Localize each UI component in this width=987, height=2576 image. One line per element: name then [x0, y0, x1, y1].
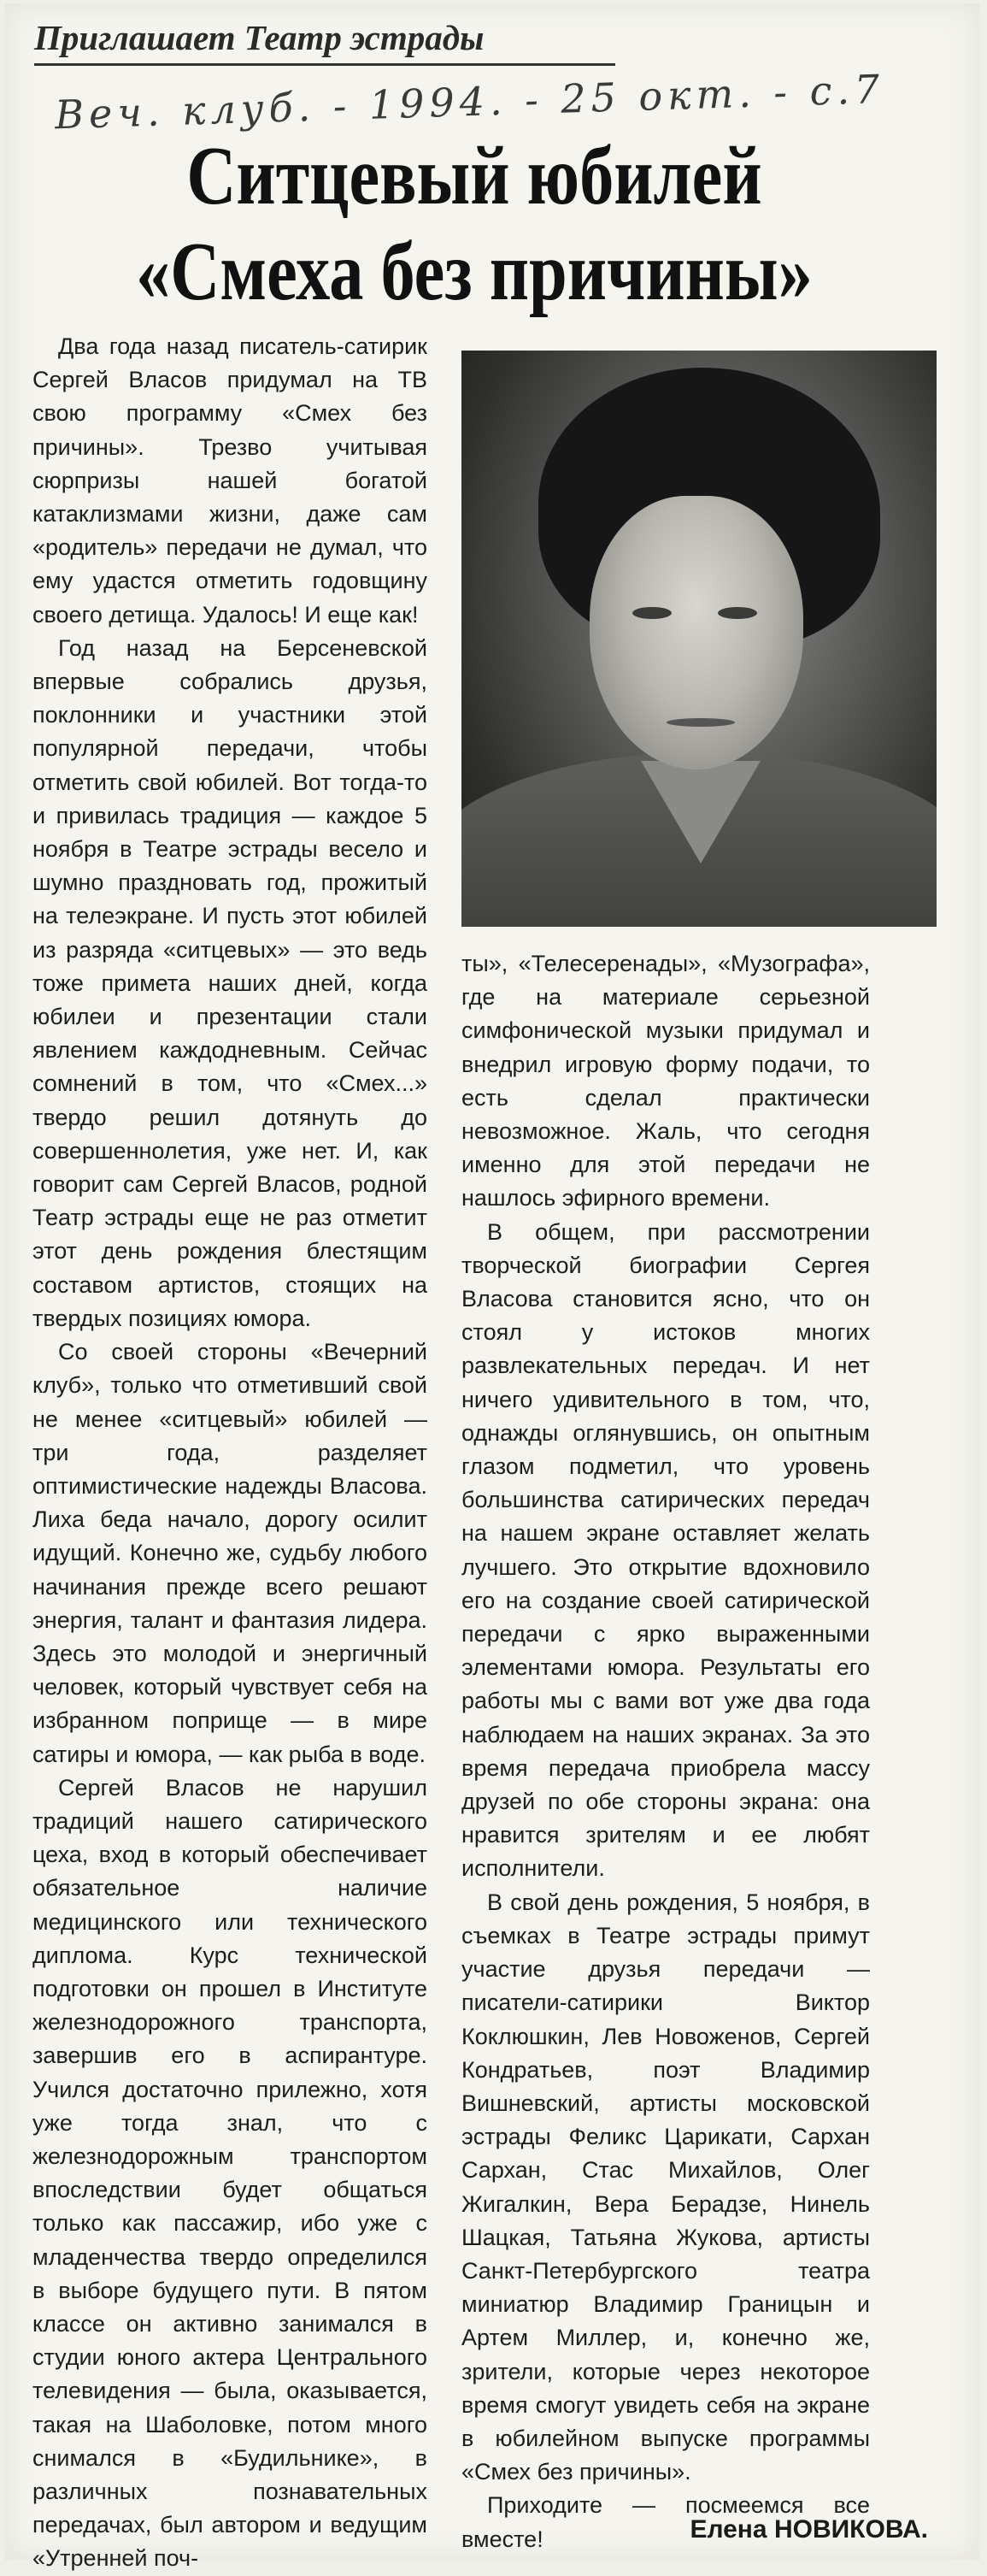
paragraph: В свой день рождения, 5 ноября, в съемках в Театре эстрады примут участие друзья передачи — писатели-сатирики Виктор Коклюшкин, Лев Новоженов, Сергей Кондратьев, поэт Владимир Вишневский, артисты московской эстрады Феликс Царикати, Сархан Сархан, Стас Михайлов, Олег Жигалкин, Вера Берадзе, Нинель Шацкая, Татьяна Жукова, артисты Санкт-Петербургского театра миниатюр Владимир Границын и Артем Миллер, и, конечно же, зрители, которые через некоторое время смогут увидеть себя на экране в юбилейном выпуске программы «Смех без причины».	[461, 1889, 870, 2485]
paragraph: Приходите — посмеемся все вместе!	[461, 2492, 870, 2552]
portrait-photo	[461, 351, 937, 927]
photo-eye-left	[632, 607, 672, 619]
paragraph-continuation: ты», «Телесеренады», «Музографа», где на материале серьезной симфонической музыки придумал и внедрил игровую форму подачи, то есть сделал практически невозможное. Жаль, что сегодня именно для этой передачи не нашлось эфирного времени.	[461, 951, 870, 1211]
author-byline: Елена НОВИКОВА.	[690, 2515, 928, 2544]
article-column-left	[32, 330, 427, 2576]
paragraph: В общем, при рассмотрении творческой биографии Сергея Власова становится ясно, что он стоял у истоков многих развлекательных передач. И нет ничего удивительного в том, что, однажды оглянувшись, он опытным глазом подметил, что уровень большинства сатирических передач на нашем экране оставляет желать лучшего. Это открытие вдохновило его на создание своей сатирической передачи с ярко выраженными элементами юмора. Результаты его работы мы с вами вот уже два года наблюдаем на наших экранах. За это время передача приобрела массу друзей по обе стороны экрана: она нравится зрителям и ее любят исполнители.	[461, 1218, 870, 1882]
paragraph: Год назад на Берсеневской впервые собрались друзья, поклонники и участники этой популярной передачи, чтобы отметить свой юбилей. Вот тогда-то и привилась традиция — каждое 5 ноября в Театре эстрады весело и шумно праздновать год, прожитый на телеэкране. И пусть этот юбилей из разряда «ситцевых» — это ведь тоже примета наших дней, когда юбилеи и презентации стали явлением каждодневным. Сейчас сомнений в том, что «Смех...» твердо решил дотянуть до совершеннолетия, уже нет. И, как говорит сам Сергей Власов, родной Театр эстрады еще не раз отметит этот день рождения блестящим составом артистов, стоящих на твердых позициях юмора.	[32, 634, 427, 1331]
paragraph: Сергей Власов не нарушил традиций нашего сатирического цеха, вход в который обеспечивает обязательное наличие медицинского или технического диплома. Курс технической подготовки он прошел в Институте железнодорожного транспорта, завершив его в аспирантуре. Учился достаточно прилежно, хотя уже тогда знал, что с железнодорожным транспортом впоследствии будет общаться только как пассажир, ибо уже с младенчества твердо определился в выборе будущего пути. В пятом классе он активно занимался в студии юного актера Центрального телевидения — была, оказывается, такая на Шаболовке, потом много снимался в «Будильнике», в различных познавательных передачах, был автором и ведущим «Утренней поч-	[32, 1774, 427, 2572]
article-headline	[114, 128, 836, 320]
section-rubric: Приглашает Театр эстрады	[34, 17, 615, 66]
paragraph: Два года назад писатель-сатирик Сергей Власов придумал на ТВ свою программу «Смех без причины». Трезво учитывая сюрпризы нашей богатой катаклизмами жизни, даже сам «родитель» передачи не думал, что ему удастся отметить годовщину своего детища. Удалось! И еще как!	[32, 333, 427, 628]
headline-line-1: Ситцевый юбилей	[186, 130, 762, 222]
photo-face	[590, 496, 803, 769]
handwritten-date-note: Веч. клуб. - 1994. - 25 окт. - с.7	[54, 65, 885, 139]
headline-line-2: «Смеха без причины»	[136, 226, 813, 318]
photo-mouth	[667, 718, 735, 727]
article-column-right	[461, 947, 870, 2556]
photo-eye-right	[718, 607, 757, 619]
paragraph: Со своей стороны «Вечерний клуб», только что отметивший свой не менее «ситцевый» юбилей — три года, разделяет оптимистические надежды Власова. Лиха беда начало, дорогу осилит идущий. Конечно же, судьбу любого начинания прежде всего решают энергия, талант и фантазия лидера. Здесь это молодой и энергичный человек, который чувствует себя на избранном поприще — в мире сатиры и юмора, — как рыба в воде.	[32, 1339, 427, 1767]
